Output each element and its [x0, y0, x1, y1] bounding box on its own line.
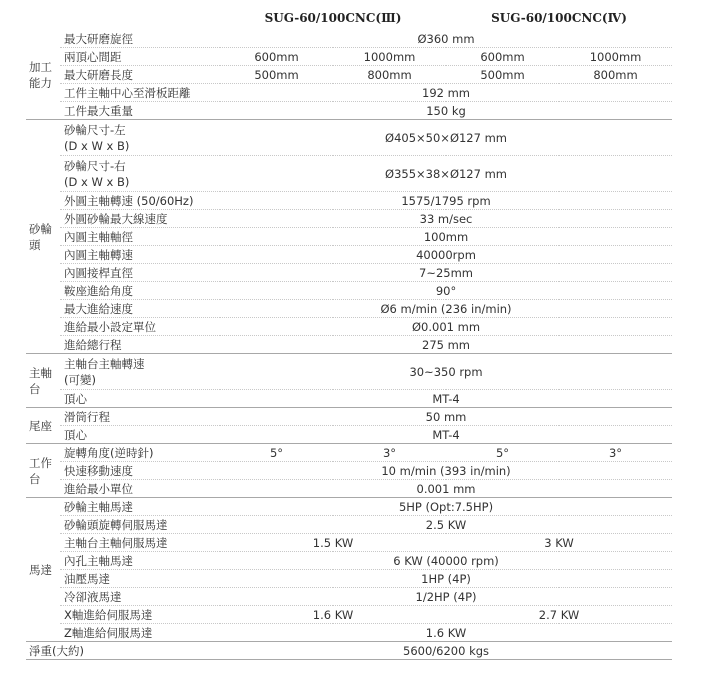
table-row — [26, 390, 672, 408]
row-label: 內圓主軸軸徑 — [60, 228, 220, 246]
row-label: 頂心 — [60, 390, 220, 408]
row-label-line2: (D x W x B) — [64, 138, 130, 153]
row-value: 30~350 rpm — [220, 354, 672, 390]
row-value: 1.6 KW — [220, 624, 672, 642]
row-value: Ø6 m/min (236 in/min) — [220, 300, 672, 318]
row-value: 6 KW (40000 rpm) — [220, 552, 672, 570]
row-value: 500mm — [446, 66, 559, 84]
row-value: 192 mm — [220, 84, 672, 102]
row-label: X軸進給伺服馬達 — [60, 606, 220, 624]
row-label: 外圓砂輪最大線速度 — [60, 210, 220, 228]
model-b-heading: SUG-60/100CNC(Ⅳ) — [491, 11, 627, 25]
table-row — [26, 336, 672, 354]
row-label: 主軸台主軸伺服馬達 — [60, 534, 220, 552]
table-row — [26, 480, 672, 498]
row-label: 內圓接桿直徑 — [60, 264, 220, 282]
table-row — [26, 426, 672, 444]
row-label — [60, 156, 220, 192]
row-value: 150 kg — [220, 102, 672, 120]
group-label-headstock: 主軸台 — [26, 354, 60, 408]
model-a-heading: SUG-60/100CNC(Ⅲ) — [264, 11, 402, 25]
row-value: 7~25mm — [220, 264, 672, 282]
row-value: Ø0.001 mm — [220, 318, 672, 336]
row-value: 90° — [220, 282, 672, 300]
table-row — [26, 624, 672, 642]
row-label-line1: 主軸台主軸轉速 — [64, 356, 145, 371]
table-row — [26, 156, 672, 192]
row-value: 800mm — [559, 66, 672, 84]
table-row — [26, 282, 672, 300]
table-row — [26, 300, 672, 318]
row-label-line1: 砂輪尺寸-右 — [64, 158, 126, 173]
row-label: 最大進給速度 — [60, 300, 220, 318]
row-label: 內孔主軸馬達 — [60, 552, 220, 570]
table-row — [26, 444, 672, 462]
row-value: Ø360 mm — [220, 30, 672, 48]
group-label-capacity: 加工能力 — [26, 30, 60, 120]
row-label: 冷卻液馬達 — [60, 588, 220, 606]
table-row — [26, 228, 672, 246]
group-label-tailstock: 尾座 — [26, 408, 60, 444]
table-row — [26, 120, 672, 156]
table-row — [26, 210, 672, 228]
table-row — [26, 264, 672, 282]
row-value: 40000rpm — [220, 246, 672, 264]
row-value: 1.5 KW — [220, 534, 446, 552]
row-value: 1000mm — [333, 48, 446, 66]
table-row — [26, 354, 672, 390]
table-row — [26, 516, 672, 534]
row-label: 兩頂心間距 — [60, 48, 220, 66]
row-value: 5° — [220, 444, 333, 462]
table-row — [26, 318, 672, 336]
row-value: 600mm — [446, 48, 559, 66]
table-row — [26, 570, 672, 588]
table-row — [26, 588, 672, 606]
row-label: 旋轉角度(逆時針) — [60, 444, 220, 462]
group-label-motor: 馬達 — [26, 498, 60, 642]
row-label — [60, 354, 220, 390]
row-label: 進給總行程 — [60, 336, 220, 354]
row-value: MT-4 — [220, 426, 672, 444]
row-label-line2: (可變) — [64, 372, 96, 387]
row-label: 進給最小設定單位 — [60, 318, 220, 336]
row-value: 2.7 KW — [446, 606, 672, 624]
row-value: 33 m/sec — [220, 210, 672, 228]
row-value: 0.001 mm — [220, 480, 672, 498]
row-value: 10 m/min (393 in/min) — [220, 462, 672, 480]
row-label: 進給最小單位 — [60, 480, 220, 498]
table-row — [26, 84, 672, 102]
row-value: 800mm — [333, 66, 446, 84]
row-label: 砂輪頭旋轉伺服馬達 — [60, 516, 220, 534]
table-row — [26, 552, 672, 570]
row-value: 3 KW — [446, 534, 672, 552]
row-value: 275 mm — [220, 336, 672, 354]
row-label: 工件主軸中心至滑板距離 — [60, 84, 220, 102]
group-label-wheel-head: 砂輪頭 — [26, 120, 60, 354]
net-weight-value: 5600/6200 kgs — [220, 642, 672, 660]
row-value: Ø405×50×Ø127 mm — [220, 120, 672, 156]
row-value: 1575/1795 rpm — [220, 192, 672, 210]
row-label — [60, 120, 220, 156]
net-weight-label: 淨重(大約) — [26, 642, 220, 660]
row-value: 1HP (4P) — [220, 570, 672, 588]
table-row — [26, 246, 672, 264]
row-label: 鞍座進給角度 — [60, 282, 220, 300]
table-row — [26, 48, 672, 66]
row-value: MT-4 — [220, 390, 672, 408]
row-label: 滑筒行程 — [60, 408, 220, 426]
row-value: 3° — [559, 444, 672, 462]
row-label: 頂心 — [60, 426, 220, 444]
group-label-table: 工作台 — [26, 444, 60, 498]
row-label: 油壓馬達 — [60, 570, 220, 588]
row-value: 1/2HP (4P) — [220, 588, 672, 606]
row-value: 3° — [333, 444, 446, 462]
row-label: 外圓主軸轉速 (50/60Hz) — [60, 192, 220, 210]
table-row — [26, 102, 672, 120]
row-value: Ø355×38×Ø127 mm — [220, 156, 672, 192]
row-label: 最大研磨長度 — [60, 66, 220, 84]
row-value: 1.6 KW — [220, 606, 446, 624]
row-value: 5HP (Opt:7.5HP) — [220, 498, 672, 516]
table-row — [26, 606, 672, 624]
table-row — [26, 30, 672, 48]
row-value: 500mm — [220, 66, 333, 84]
row-value: 100mm — [220, 228, 672, 246]
row-label: 快速移動速度 — [60, 462, 220, 480]
footer-row — [26, 642, 672, 660]
row-label: 工件最大重量 — [60, 102, 220, 120]
table-row — [26, 534, 672, 552]
row-label: Z軸進給伺服馬達 — [60, 624, 220, 642]
row-value: 1000mm — [559, 48, 672, 66]
table-row — [26, 408, 672, 426]
row-label: 最大研磨旋徑 — [60, 30, 220, 48]
row-label: 內圓主軸轉速 — [60, 246, 220, 264]
row-label-line1: 砂輪尺寸-左 — [64, 122, 126, 137]
row-value: 50 mm — [220, 408, 672, 426]
row-label-line2: (D x W x B) — [64, 174, 130, 189]
table-row — [26, 498, 672, 516]
header-row — [26, 6, 672, 30]
table-row — [26, 462, 672, 480]
row-value: 5° — [446, 444, 559, 462]
row-value: 600mm — [220, 48, 333, 66]
table-row — [26, 192, 672, 210]
row-label: 砂輪主軸馬達 — [60, 498, 220, 516]
spec-table — [26, 6, 672, 660]
row-value: 2.5 KW — [220, 516, 672, 534]
table-row — [26, 66, 672, 84]
